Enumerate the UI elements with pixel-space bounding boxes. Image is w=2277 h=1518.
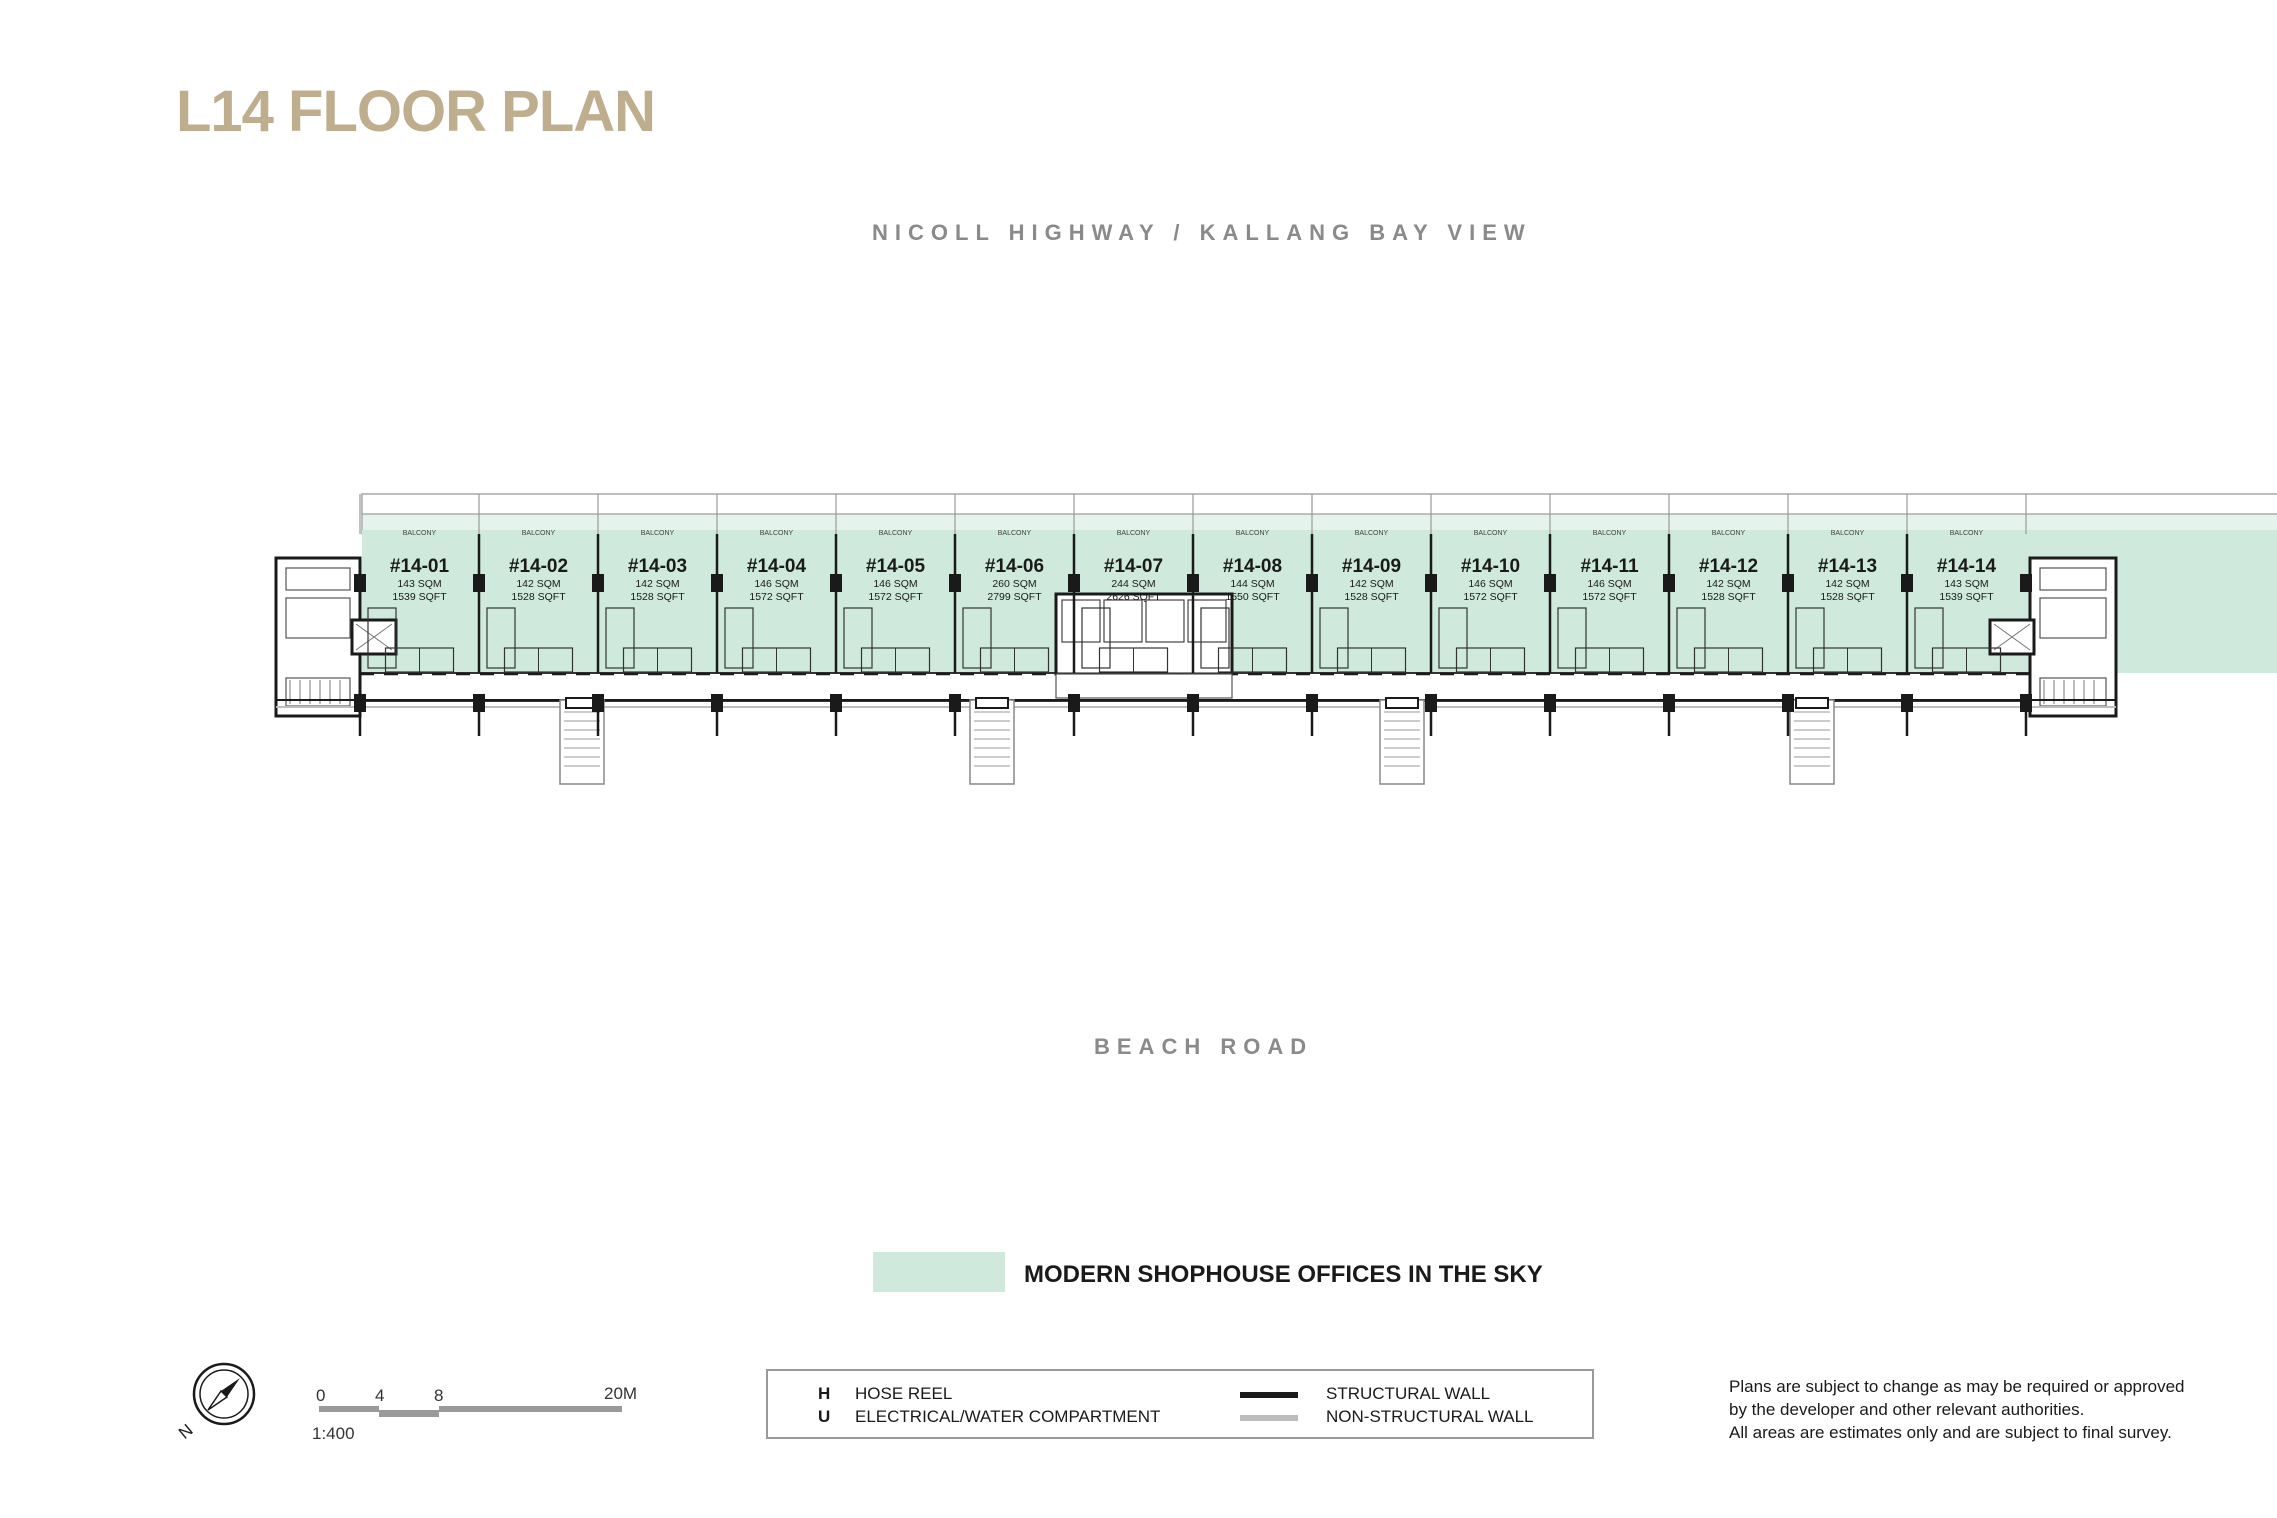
unit-number: #14-11 [1580,556,1639,577]
balcony-label: BALCONY [640,530,675,537]
disclaimer-line: by the developer and other relevant authorities. [1729,1400,2085,1419]
unit-number: #14-06 [984,556,1045,577]
balcony-label: BALCONY [1711,530,1746,537]
balcony-label: BALCONY [878,530,913,537]
disclaimer-note [1729,1375,2185,1444]
structural-column [592,694,604,712]
unit-number: #14-09 [1341,556,1402,577]
structural-column [354,574,366,592]
unit-number: #14-10 [1460,556,1521,577]
stair-landing [976,698,1008,708]
unit-number: #14-12 [1698,556,1759,577]
structural-column [1187,694,1199,712]
balcony-label: BALCONY [997,530,1032,537]
key-elec-letter: U [818,1407,831,1426]
escape-stair [1790,700,1834,784]
unit-area-sqft: 1572 SQFT [749,591,804,603]
structural-column [1901,694,1913,712]
balcony-label: BALCONY [1473,530,1508,537]
structural-column [1663,694,1675,712]
unit-number: #14-01 [389,556,450,577]
scale-bar-segment [319,1406,379,1412]
key-hose-text: HOSE REEL [855,1384,953,1403]
escape-stair [1380,700,1424,784]
scale-tick-4: 4 [375,1386,385,1405]
plan-base [276,494,2277,784]
office-legend-label: MODERN SHOPHOUSE OFFICES IN THE SKY [1024,1261,1543,1288]
unit-area-sqm: 142 SQM [516,578,561,590]
compass-icon [188,1360,268,1440]
scale-tick-8: 8 [434,1386,444,1405]
unit-area-sqm: 142 SQM [1349,578,1394,590]
unit-area-sqm: 144 SQM [1230,578,1275,590]
structural-column [1425,694,1437,712]
office-legend-swatch [873,1252,1005,1292]
stair-landing [1796,698,1828,708]
balcony-label: BALCONY [1116,530,1151,537]
unit-area-sqm: 143 SQM [1944,578,1989,590]
unit-number: #14-14 [1936,556,1997,577]
scale-tick-0: 0 [316,1386,326,1405]
key-box [766,1369,1594,1439]
unit-area-sqft: 1550 SQFT [1225,591,1280,603]
unit-area-sqft: 1539 SQFT [392,591,447,603]
scale-tick-20m: 20M [604,1384,638,1403]
compass-north-label: N [175,1420,197,1443]
unit-area-sqm: 146 SQM [873,578,918,590]
scale-bar-segment [379,1410,439,1417]
east-core [2030,558,2116,716]
unit-number: #14-05 [865,556,926,577]
unit-area-sqm: 142 SQM [1825,578,1870,590]
unit-area-sqm: 142 SQM [1706,578,1751,590]
balcony-label: BALCONY [1830,530,1865,537]
unit-area-sqm: 143 SQM [397,578,442,590]
unit-number: #14-08 [1222,556,1283,577]
balcony-label: BALCONY [1354,530,1389,537]
unit-area-sqft: 2626 SQFT [1106,591,1161,603]
unit-area-sqft: 1572 SQFT [1582,591,1637,603]
unit-area-sqft: 1572 SQFT [1463,591,1518,603]
south-road-label: BEACH ROAD [1094,1034,1314,1059]
unit-number: #14-03 [627,556,688,577]
structural-wall-swatch [1240,1392,1298,1398]
unit-area-sqm: 260 SQM [992,578,1037,590]
structural-column [1544,694,1556,712]
key-hose-letter: H [818,1384,831,1403]
parapet [362,494,2277,514]
unit-number: #14-07 [1103,556,1164,577]
structural-column [1782,694,1794,712]
balcony-label: BALCONY [1235,530,1270,537]
unit-number: #14-04 [746,556,807,577]
balcony-label: BALCONY [1949,530,1984,537]
unit-area-sqft: 2799 SQFT [987,591,1042,603]
disclaimer-line: All areas are estimates only and are subject to final survey. [1729,1423,2172,1442]
structural-column [949,694,961,712]
structural-column [2020,694,2032,712]
unit-area-sqm: 146 SQM [1468,578,1513,590]
stair-landing [1386,698,1418,708]
structural-column [1306,694,1318,712]
west-core [276,558,360,716]
unit-area-sqft: 1528 SQFT [630,591,685,603]
unit-area-sqft: 1528 SQFT [1701,591,1756,603]
unit-area-sqft: 1572 SQFT [868,591,923,603]
unit-area-sqft: 1528 SQFT [1344,591,1399,603]
key-elec-text: ELECTRICAL/WATER COMPARTMENT [855,1407,1161,1426]
structural-column [830,694,842,712]
unit-area-sqft: 1528 SQFT [511,591,566,603]
disclaimer-line: Plans are subject to change as may be required or approved [1729,1377,2185,1396]
structural-column [1068,694,1080,712]
unit-area-sqm: 146 SQM [754,578,799,590]
structural-column [354,694,366,712]
structural-column [2020,574,2032,592]
balcony-label: BALCONY [759,530,794,537]
scale-bar-segment [439,1406,622,1412]
balcony-label: BALCONY [521,530,556,537]
nonstructural-wall-swatch [1240,1415,1298,1421]
structural-column [473,694,485,712]
escape-stair [970,700,1014,784]
unit-number: #14-02 [508,556,569,577]
key-structural-text: STRUCTURAL WALL [1326,1384,1491,1403]
structural-column [711,694,723,712]
page-title: L14 FLOOR PLAN [176,79,656,144]
unit-area-sqm: 244 SQM [1111,578,1156,590]
central-lobby [1056,674,1232,698]
unit-area-sqm: 142 SQM [635,578,680,590]
scale-ratio: 1:400 [312,1424,355,1443]
unit-area-sqm: 146 SQM [1587,578,1632,590]
unit-number: #14-13 [1817,556,1878,577]
balcony-label: BALCONY [402,530,437,537]
unit-area-sqft: 1528 SQFT [1820,591,1875,603]
north-road-label: NICOLL HIGHWAY / KALLANG BAY VIEW [872,220,1532,245]
unit-area-sqft: 1539 SQFT [1939,591,1994,603]
key-nonstructural-text: NON-STRUCTURAL WALL [1326,1407,1534,1426]
balcony-label: BALCONY [1592,530,1627,537]
